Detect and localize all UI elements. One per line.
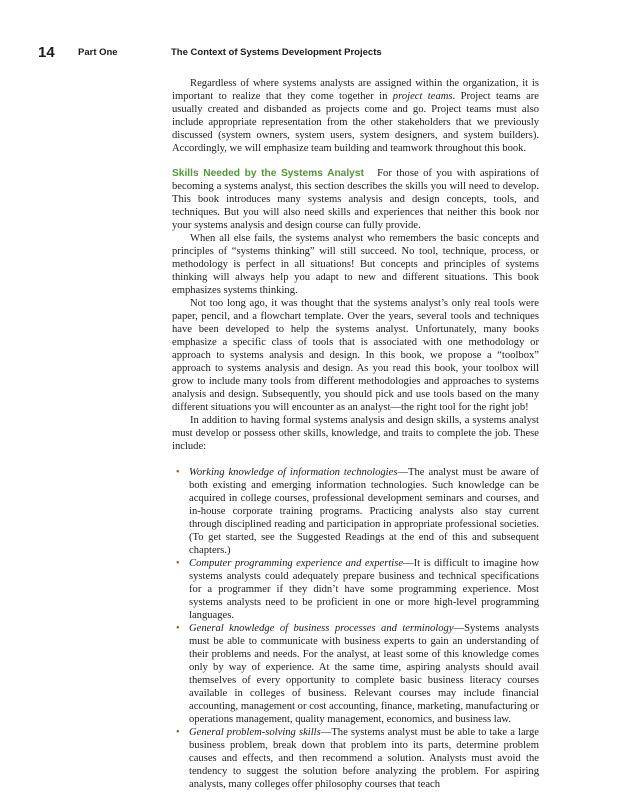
list-item-title: General problem-solving skills — [189, 727, 321, 738]
list-item-text: —Systems analysts must be able to communicate with business experts to gain an understanding of their problems and needs. For the analyst, at least some of this knowledge comes only by way of experience. At the same time, aspiring analysts should avail themselves of every opportunity to complete basic business literacy courses available in colleges of business. Relevant courses may include financial accounting, management or cost accounting, finance, marketing, manufacturing or operations management, quality management, economics, and business law. — [189, 623, 539, 725]
list-item-text: —The analyst must be aware of both existing and emerging information technologies. Such knowledge can be acquired in college courses, professional development seminars and courses, and in-house corporate training programs. Practicing analysts also stay current through disciplined reading and participation in appropriate professional societies. (To get started, see the Suggested Readings at the end of this and subsequent chapters.) — [189, 467, 539, 556]
page-number: 14 — [38, 44, 55, 61]
section-intro: For those of you with aspirations of becoming a systems analyst, this section describes the skills you will need to develop. This book introduces many systems analysis and design concepts, tools, and techniques. But you will also need skills and experiences that neither this book nor your systems analysis and design course can fully provide. — [172, 168, 539, 231]
list-item-text: —It is difficult to imagine how systems analysts could adequately prepare business and technical specifications for a programmer if they didn’t have some programming experience. Most systems analysts need to be proficient in one or more high-level programming languages. — [189, 558, 539, 621]
section-skills — [172, 167, 539, 232]
skills-list — [172, 466, 539, 791]
page-body — [172, 77, 539, 791]
bullet-icon: • — [176, 558, 180, 569]
part-label: Part One — [78, 47, 118, 58]
section-heading: Skills Needed by the Systems Analyst — [172, 168, 364, 179]
bullet-icon: • — [176, 623, 180, 634]
list-item — [176, 466, 539, 557]
paragraph-teams: Regardless of where systems analysts are assigned within the organization, it is important to realize that they come together in project teams. Project teams are usually created and disbanded as projects come and go. Project teams must also include appropriate representation from the other stakeholders that we previously discussed (system owners, system users, system designers, and system builders). Accordingly, we will emphasize team building and teamwork throughout this book. — [172, 78, 540, 154]
list-item-title: Computer programming experience and expertise — [189, 558, 404, 569]
paragraph-systems-thinking: When all else fails, the systems analyst who remembers the basic concepts and principles of “systems thinking” will still succeed. No tool, technique, process, or methodology is perfect in all situations! But concepts and principles of systems thinking will always help you adapt to new and different situations. This book emphasizes systems thinking. — [172, 233, 539, 296]
list-item — [176, 622, 539, 726]
paragraph-toolbox: Not too long ago, it was thought that the systems analyst’s only real tools were paper, pencil, and a flowchart template. Over the years, several tools and techniques have been developed to help the systems analyst. Unfortunately, many books emphasize a specific class of tools that is associated with one methodology or approach to systems analysis and design. In this book, we propose a “toolbox” approach to systems analysis and design. As you read this book, your toolbox will grow to include many tools from different methodologies and approaches to systems analysis and design. Subsequently, you should pick and use tools based on the many different situations you will encounter as an analyst—the right tool for the right job! — [172, 298, 539, 413]
list-item-text: —The systems analyst must be able to take a large business problem, break down that problem into its parts, determine problem causes and effects, and then recommend a solution. Analysts must avoid the tendency to suggest the solution before analyzing the problem. For aspiring analysts, many colleges offer philosophy courses that teach — [189, 727, 539, 790]
bullet-icon: • — [176, 467, 180, 478]
list-item — [176, 557, 539, 622]
list-item-title: Working knowledge of information technologies — [189, 467, 398, 478]
running-header — [38, 44, 579, 60]
list-item — [176, 726, 539, 791]
paragraph-other-skills: In addition to having formal systems analysis and design skills, a systems analyst must develop or possess other skills, knowledge, and traits to complete the job. These include: — [172, 415, 539, 452]
running-title: The Context of Systems Development Projects — [171, 47, 382, 58]
emphasis-project-teams: project teams — [392, 91, 453, 102]
bullet-icon: • — [176, 727, 180, 738]
list-item-title: General knowledge of business processes and terminology — [189, 623, 454, 634]
